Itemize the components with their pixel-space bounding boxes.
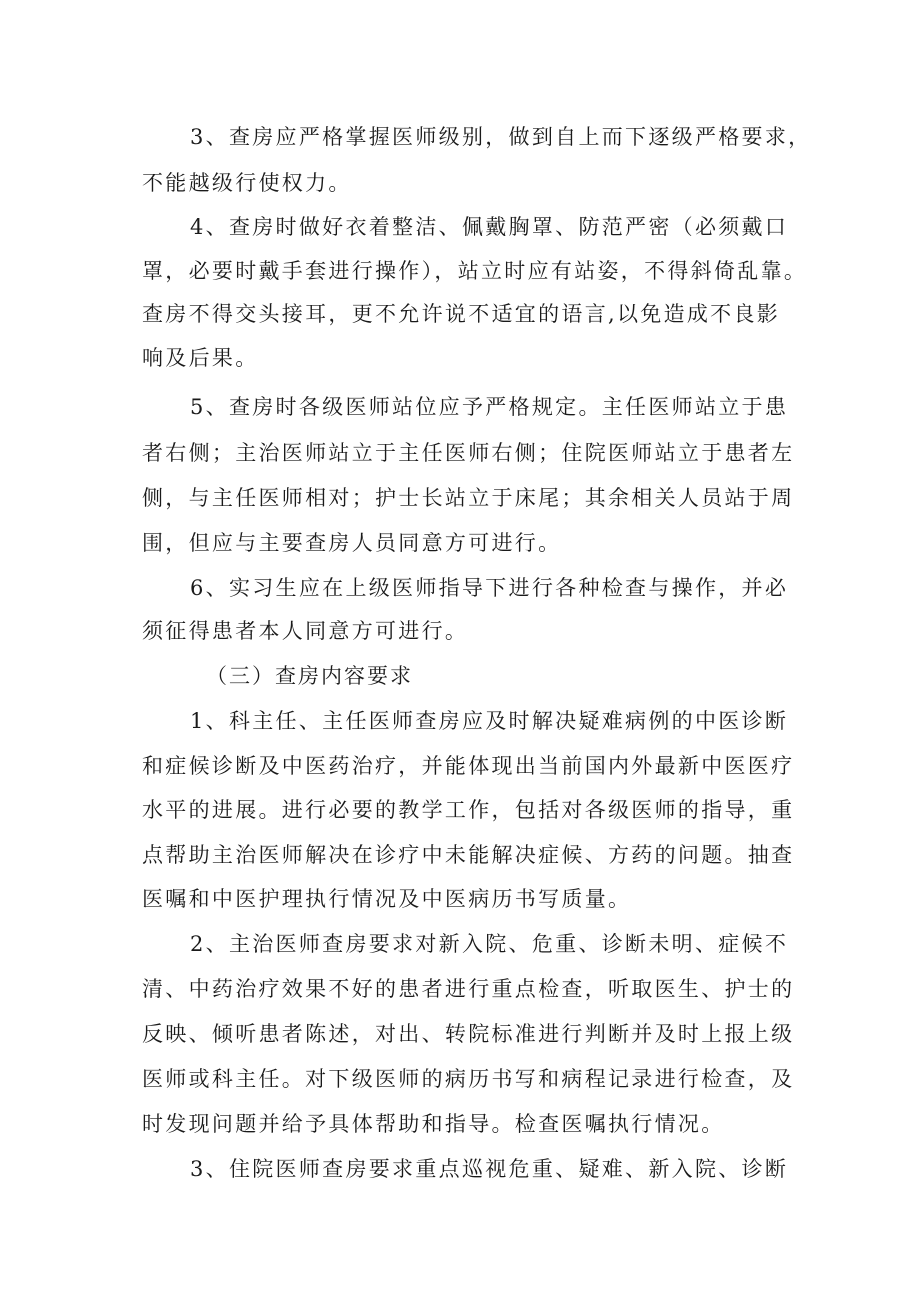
text-line: 医嘱和中医护理执行情况及中医病历书写质量。 — [142, 887, 632, 911]
text-line: 反映、倾听患者陈述，对出、转院标准进行判断并及时上报上级 — [142, 1022, 795, 1046]
text-line: 围，但应与主要查房人员同意方可进行。 — [142, 531, 562, 555]
text-line: 水平的进展。进行必要的教学工作，包括对各级医师的指导，重 — [142, 798, 795, 822]
text-line: 点帮助主治医师解决在诊疗中未能解决症候、方药的问题。抽查 — [142, 843, 795, 867]
section-heading: （三）查房内容要求 — [206, 664, 413, 688]
text-line: 清、中药治疗效果不好的患者进行重点检查，听取医生、护士的 — [142, 977, 795, 1001]
text-line: 6、实习生应在上级医师指导下进行各种检查与操作，并必 — [190, 576, 789, 600]
text-line: 1、科主任、主任医师查房应及时解决疑难病例的中医诊断 — [190, 709, 789, 733]
text-line: 4、查房时做好衣着整洁、佩戴胸罩、防范严密（必须戴口 — [190, 215, 789, 239]
text-line: 3、查房应严格掌握医师级别，做到自上而下逐级严格要求， — [190, 125, 812, 149]
text-line: 2、主治医师查房要求对新入院、危重、诊断未明、症候不 — [190, 932, 789, 956]
text-line: 不能越级行使权力。 — [142, 171, 352, 195]
text-line: 须征得患者本人同意方可进行。 — [142, 619, 469, 643]
text-line: 罩，必要时戴手套进行操作），站立时应有站姿，不得斜倚乱靠。 — [142, 259, 808, 283]
text-line: 查房不得交头接耳，更不允许说不适宜的语言,以免造成不良影 — [142, 302, 781, 326]
text-line: 时发现问题并给予具体帮助和指导。检查医嘱执行情况。 — [142, 1112, 725, 1136]
text-line: 3、住院医师查房要求重点巡视危重、疑难、新入院、诊断 — [190, 1157, 789, 1181]
text-line: 者右侧；主治医师站立于主任医师右侧；住院医师站立于患者左 — [142, 441, 795, 465]
text-line: 响及后果。 — [142, 346, 259, 370]
text-line: 医师或科主任。对下级医师的病历书写和病程记录进行检查，及 — [142, 1067, 795, 1091]
text-line: 和症候诊断及中医药治疗，并能体现出当前国内外最新中医医疗 — [142, 754, 795, 778]
text-line: 侧，与主任医师相对；护士长站立于床尾；其余相关人员站于周 — [142, 486, 795, 510]
text-line: 5、查房时各级医师站位应予严格规定。主任医师站立于患 — [190, 395, 789, 419]
